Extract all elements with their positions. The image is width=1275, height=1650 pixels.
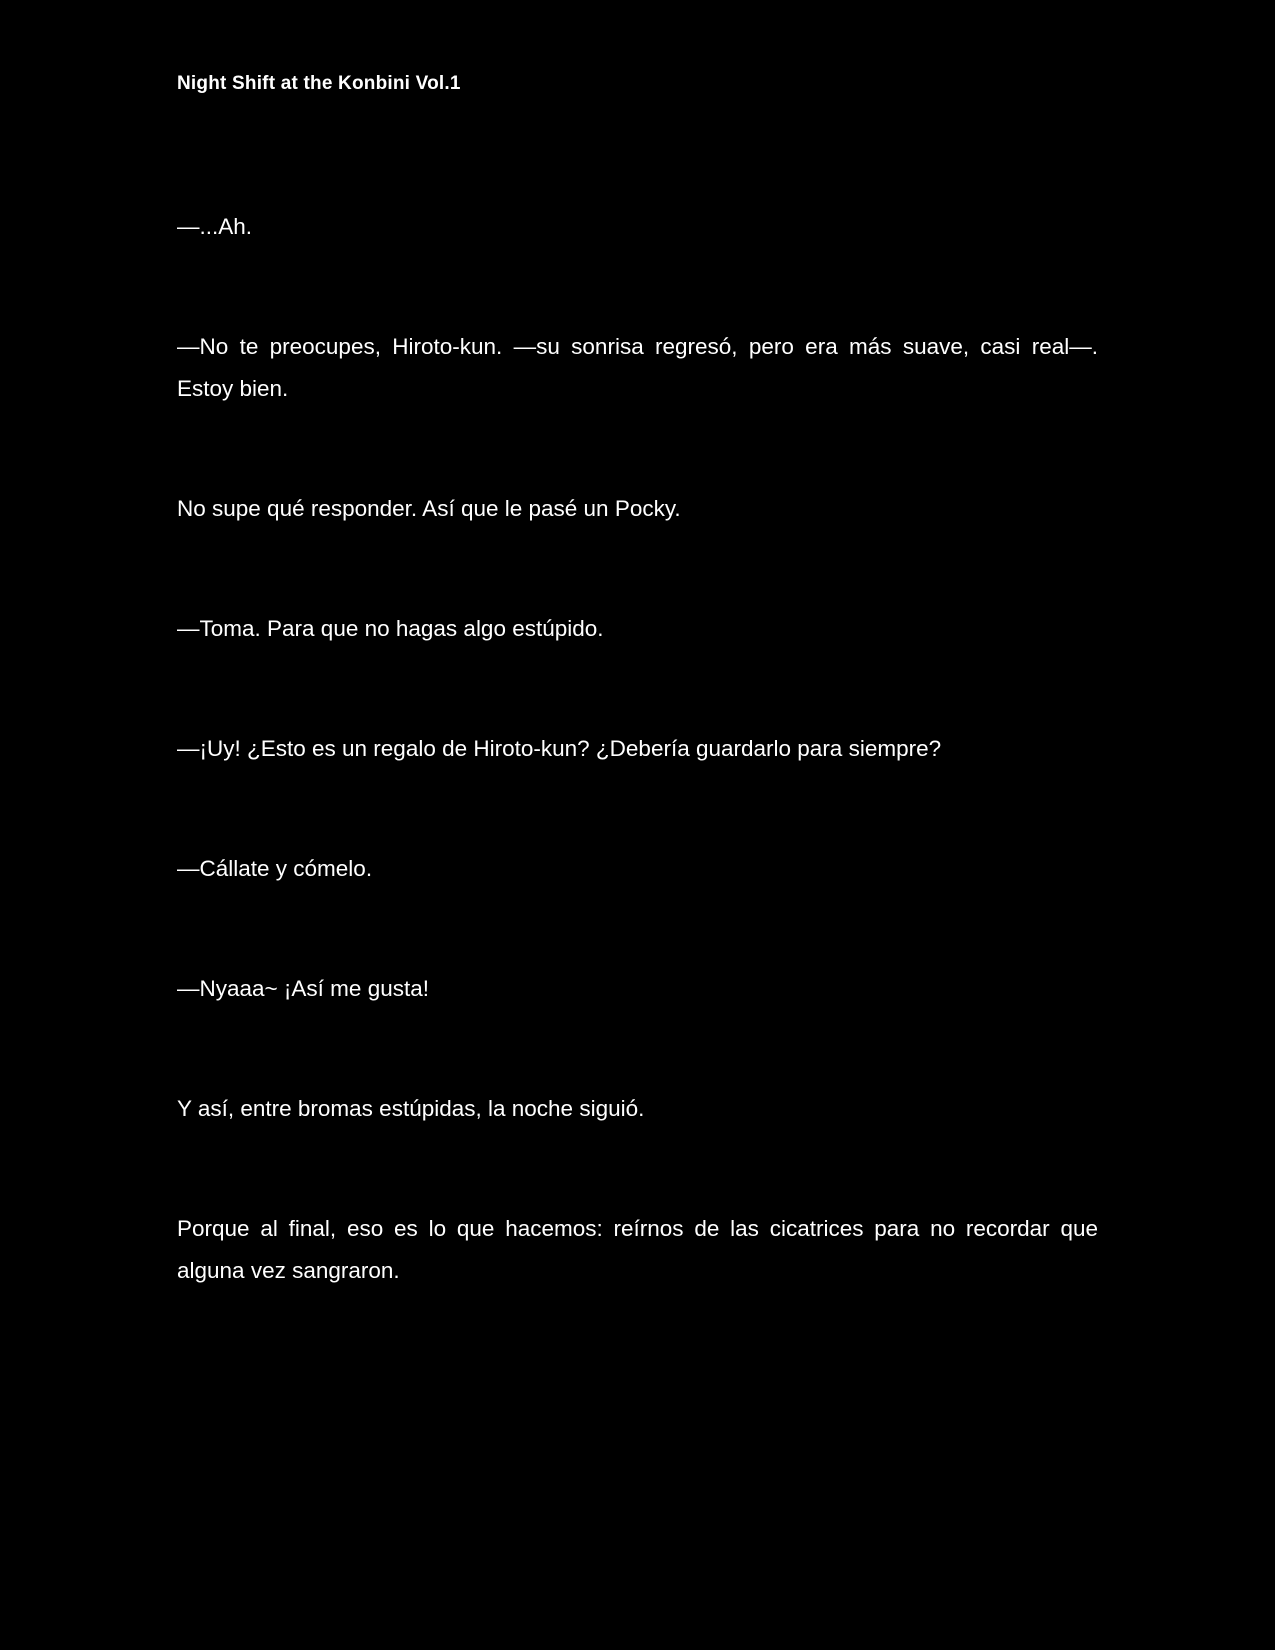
running-header: Night Shift at the Konbini Vol.1 <box>177 73 461 94</box>
paragraph: —¡Uy! ¿Esto es un regalo de Hiroto-kun? ¿Debería guardarlo para siempre? <box>177 736 942 761</box>
body-text <box>177 206 1098 1292</box>
paragraph: Y así, entre bromas estúpidas, la noche siguió. <box>177 1096 645 1121</box>
paragraph: —Nyaaa~ ¡Así me gusta! <box>177 976 429 1001</box>
paragraph: —No te preocupes, Hiroto-kun. —su sonrisa regresó, pero era más suave, casi real—. Estoy bien. <box>177 334 1098 401</box>
paragraph: Porque al final, eso es lo que hacemos: reírnos de las cicatrices para no recordar que alguna vez sangraron. <box>177 1216 1098 1283</box>
paragraph: —...Ah. <box>177 214 253 239</box>
paragraph: —Toma. Para que no hagas algo estúpido. <box>177 616 604 641</box>
paragraph: No supe qué responder. Así que le pasé un Pocky. <box>177 496 681 521</box>
paragraph: —Cállate y cómelo. <box>177 856 373 881</box>
